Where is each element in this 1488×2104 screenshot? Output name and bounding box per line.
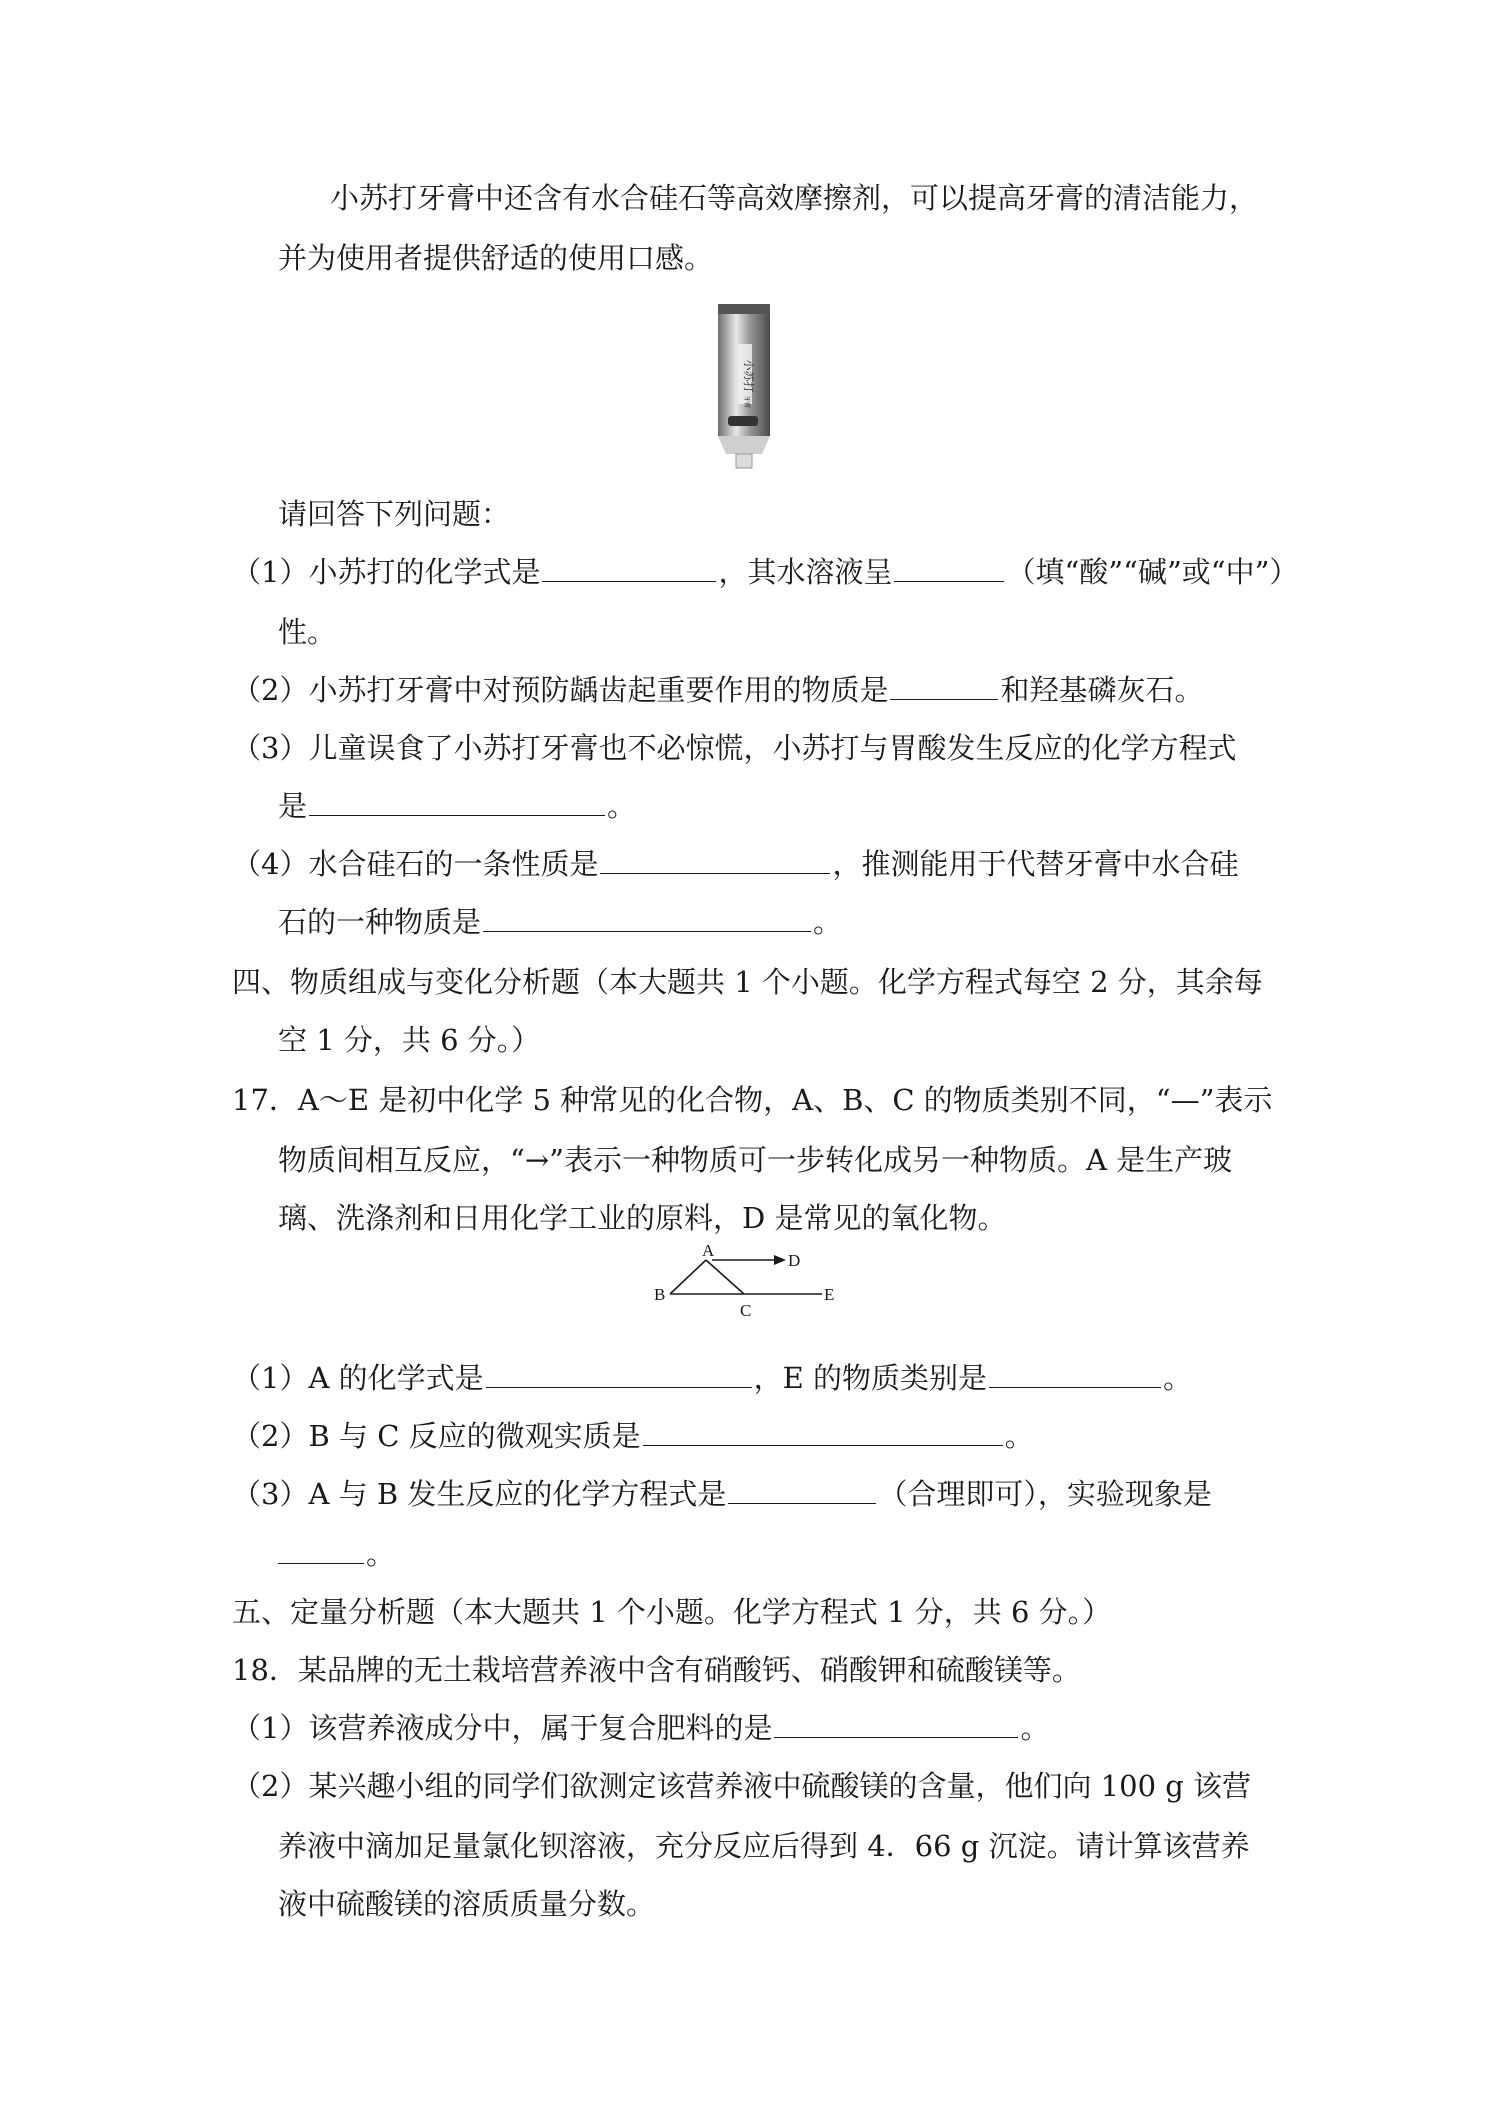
answer-blank[interactable] [643, 1417, 1003, 1446]
intro-line-2: 并为使用者提供舒适的使用口感。 [278, 241, 714, 275]
q16-part4-c: 石的一种物质是 [278, 905, 482, 939]
section5-heading: 五、定量分析题（本大题共 1 个小题。化学方程式 1 分，共 6 分。） [232, 1595, 1112, 1629]
q17-part2-b: 。 [1004, 1419, 1034, 1453]
q16-part4-d: 。 [813, 905, 843, 939]
q17-part1 [232, 1358, 1192, 1398]
reaction-diagram [640, 1242, 840, 1334]
answer-blank[interactable] [486, 1359, 752, 1388]
answer-blank[interactable] [890, 671, 998, 700]
q17-part1-c: 。 [1163, 1361, 1193, 1395]
q17-stem-line2: 物质间相互反应，“→”表示一种物质可一步转化成另一种物质。A 是生产玻 [278, 1143, 1233, 1177]
q16-part3-c: 。 [607, 789, 637, 823]
answer-blank[interactable] [600, 845, 830, 874]
answer-blank[interactable] [728, 1475, 876, 1504]
answer-blank[interactable] [309, 787, 605, 816]
q17-part1-a: （1）A 的化学式是 [232, 1361, 484, 1395]
q17-part3-cont [278, 1534, 395, 1574]
q18-part1-a: （1）该营养液成分中，属于复合肥料的是 [232, 1711, 773, 1745]
q18-part2-line2: 养液中滴加足量氯化钡溶液，充分反应后得到 4．66 g 沉淀。请计算该营养 [278, 1829, 1250, 1863]
q16-part1 [232, 552, 1298, 592]
answer-blank[interactable] [894, 553, 1004, 582]
q16-part2-b: 和羟基磷灰石。 [1000, 673, 1204, 707]
q17-part2-a: （2）B 与 C 反应的微观实质是 [232, 1419, 641, 1453]
q16-part1-b: ，其水溶液呈 [718, 555, 893, 589]
toothpaste-small-text: 牙膏 [743, 395, 750, 409]
q18-part1 [232, 1708, 1049, 1748]
section4-heading-line1: 四、物质组成与变化分析题（本大题共 1 个小题。化学方程式每空 2 分，其余每 [232, 965, 1263, 999]
q18-stem: 18．某品牌的无土栽培营养液中含有硝酸钙、硝酸钾和硫酸镁等。 [232, 1653, 1081, 1687]
q16-part4-cont [278, 902, 842, 942]
section4-heading-line2: 空 1 分，共 6 分。） [278, 1023, 541, 1057]
q17-part3 [232, 1474, 1212, 1514]
node-c-label: C [740, 1301, 752, 1320]
q18-part1-b: 。 [1020, 1711, 1050, 1745]
q17-stem-line1: 17．A～E 是初中化学 5 种常见的化合物，A、B、C 的物质类别不同，“—”表示 [232, 1083, 1273, 1117]
q17-part2 [232, 1416, 1034, 1456]
answer-blank[interactable] [542, 553, 716, 582]
q17-part3-c: 。 [366, 1537, 396, 1571]
q17-part3-b: （合理即可），实验现象是 [878, 1477, 1212, 1511]
question-prompt: 请回答下列问题： [278, 497, 511, 531]
node-e-label: E [824, 1285, 835, 1304]
q16-part1-c: （填“酸”“碱”或“中”） [1006, 555, 1299, 589]
answer-blank[interactable] [278, 1535, 364, 1564]
q16-part2-a: （2）小苏打牙膏中对预防龋齿起重要作用的物质是 [232, 673, 889, 707]
node-b-label: B [654, 1285, 666, 1304]
q16-part2 [232, 670, 1203, 710]
q16-part3: （3）儿童误食了小苏打牙膏也不必惊慌，小苏打与胃酸发生反应的化学方程式 [232, 731, 1237, 765]
q16-part3-b: 是 [278, 789, 308, 823]
node-d-label: D [788, 1251, 801, 1270]
q16-part1-cont: 性。 [278, 615, 337, 649]
answer-blank[interactable] [483, 903, 811, 932]
q17-stem-line3: 璃、洗涤剂和日用化学工业的原料，D 是常见的氧化物。 [278, 1201, 1007, 1235]
intro-line-1: 小苏打牙膏中还含有水合硅石等高效摩擦剂，可以提高牙膏的清洁能力， [330, 181, 1259, 215]
q16-part1-a: （1）小苏打的化学式是 [232, 555, 541, 589]
q17-part3-a: （3）A 与 B 发生反应的化学方程式是 [232, 1477, 727, 1511]
q16-part4-a: （4）水合硅石的一条性质是 [232, 847, 599, 881]
answer-blank[interactable] [989, 1359, 1161, 1388]
toothpaste-brand-text: 小苏打 [742, 359, 755, 393]
q18-part2-line1: （2）某兴趣小组的同学们欲测定该营养液中硫酸镁的含量，他们向 100 g 该营 [232, 1769, 1252, 1803]
toothpaste-image [716, 304, 772, 470]
q16-part3-cont [278, 786, 636, 826]
answer-blank[interactable] [774, 1709, 1018, 1738]
q16-part4-b: ，推测能用于代替牙膏中水合硅 [832, 847, 1239, 881]
q17-part1-b: ，E 的物质类别是 [753, 1361, 988, 1395]
node-a-label: A [702, 1242, 715, 1260]
q18-part2-line3: 液中硫酸镁的溶质质量分数。 [278, 1887, 656, 1921]
q16-part4 [232, 844, 1238, 884]
